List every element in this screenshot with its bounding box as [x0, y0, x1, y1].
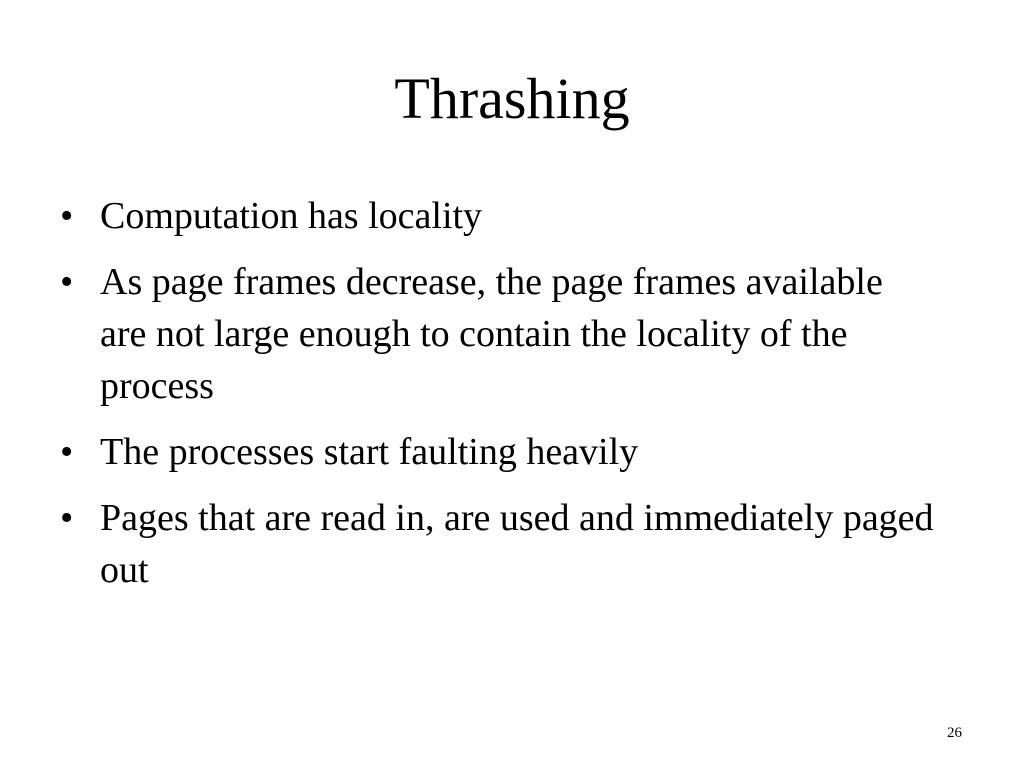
bullet-marker: •	[60, 195, 74, 237]
slide-title: Thrashing	[394, 66, 630, 131]
bullet-marker: •	[60, 431, 74, 473]
bullet-text: The processes start faulting heavily	[100, 431, 639, 473]
bullet-text: Pages that are read in, are used and immediately paged out	[100, 497, 934, 591]
bullet-text: As page frames decrease, the page frames available are not large enough to contain the locality of the process	[100, 261, 883, 407]
bullet-marker: •	[60, 261, 74, 303]
bullet-item	[56, 492, 936, 596]
page-number: 26	[947, 725, 962, 741]
bullet-list	[56, 190, 936, 610]
bullet-text: Computation has locality	[100, 195, 483, 237]
bullet-item	[56, 190, 936, 242]
bullet-item	[56, 426, 936, 478]
bullet-marker: •	[60, 497, 74, 539]
bullet-item	[56, 256, 936, 412]
